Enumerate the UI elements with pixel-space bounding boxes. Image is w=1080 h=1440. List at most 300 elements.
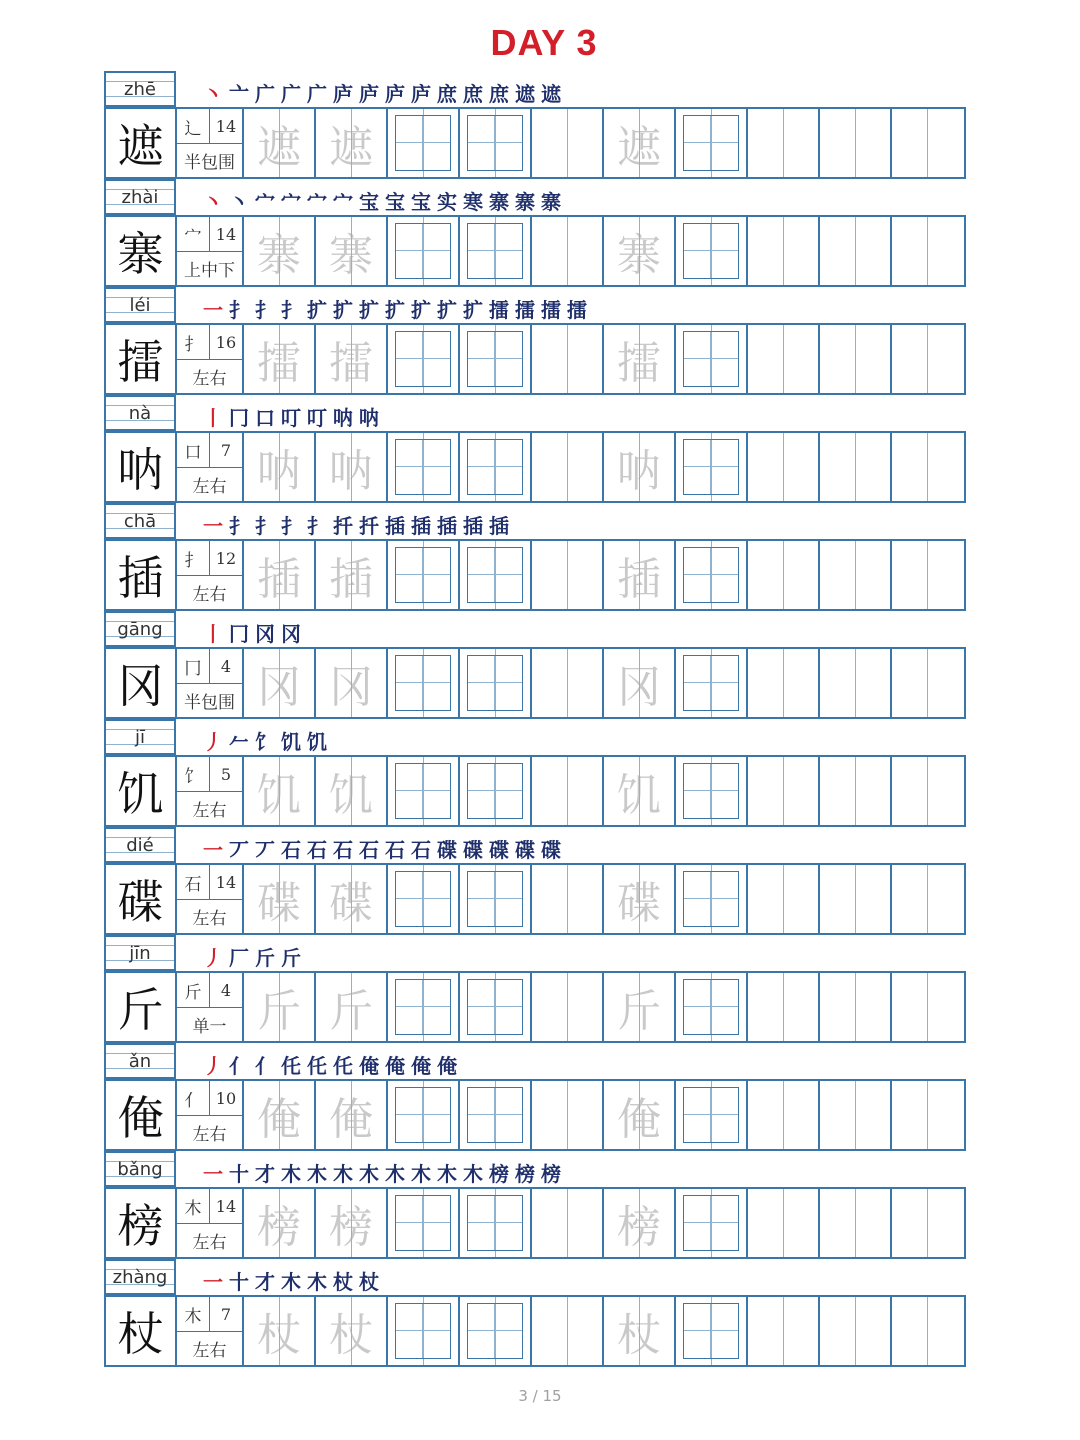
tian-grid-cell[interactable] [460, 1189, 532, 1257]
trace-character: 榜 [257, 1202, 301, 1253]
trace-cell[interactable] [604, 109, 676, 177]
tian-grid-cell[interactable] [676, 541, 748, 609]
writing-cell[interactable] [892, 325, 964, 393]
writing-cell[interactable] [748, 1081, 820, 1149]
radical: 亻 [177, 1081, 210, 1115]
stroke-step: 木 [463, 1162, 483, 1186]
structure: 左右 [192, 1341, 227, 1361]
pinyin-box [104, 395, 176, 431]
writing-cell[interactable] [892, 649, 964, 717]
writing-cell[interactable] [748, 109, 820, 177]
tian-grid-cell[interactable] [388, 973, 460, 1041]
trace-cell[interactable] [244, 1189, 316, 1257]
tian-grid-cell[interactable] [460, 757, 532, 825]
pinyin-text: ǎn [128, 1050, 152, 1072]
stroke-step: 宝 [411, 190, 431, 214]
stroke-step: 扩 [463, 298, 483, 322]
writing-cell[interactable] [532, 649, 604, 717]
stroke-step: 俺 [437, 1054, 457, 1078]
trace-cell[interactable] [604, 1297, 676, 1365]
trace-character: 碟 [617, 878, 661, 929]
writing-cell[interactable] [748, 1297, 820, 1365]
trace-character: 冈 [329, 662, 373, 713]
stroke-step: 俺 [411, 1054, 431, 1078]
stroke-step: 插 [463, 514, 483, 538]
stroke-order [200, 507, 512, 539]
writing-cell[interactable] [892, 757, 964, 825]
tian-grid-cell[interactable] [388, 541, 460, 609]
tian-grid-cell[interactable] [388, 757, 460, 825]
tian-grid-cell[interactable] [388, 1297, 460, 1365]
stroke-step: 扌 [307, 514, 327, 538]
writing-cell[interactable] [820, 865, 892, 933]
stroke-step: 榜 [489, 1162, 509, 1186]
trace-cell[interactable] [316, 865, 388, 933]
tian-grid-cell[interactable] [460, 325, 532, 393]
trace-character: 遮 [617, 122, 661, 173]
radical: 木 [177, 1189, 210, 1223]
tian-grid-cell[interactable] [676, 757, 748, 825]
tian-grid-cell[interactable] [460, 1081, 532, 1149]
trace-cell[interactable] [316, 433, 388, 501]
character-entry [104, 1151, 966, 1259]
stroke-count: 10 [215, 1088, 237, 1108]
stroke-step: 十 [229, 1270, 249, 1294]
tian-grid-square [683, 547, 739, 603]
trace-character: 杖 [257, 1310, 301, 1361]
tian-grid-cell[interactable] [388, 109, 460, 177]
stroke-count: 4 [220, 656, 232, 676]
trace-character: 斤 [257, 986, 301, 1037]
practice-row [104, 215, 966, 287]
trace-cell[interactable] [244, 1297, 316, 1365]
stroke-step: 杖 [333, 1270, 353, 1294]
trace-cell[interactable] [604, 325, 676, 393]
writing-cell[interactable] [748, 973, 820, 1041]
stroke-step: 寒 [463, 190, 483, 214]
tian-grid-cell[interactable] [460, 433, 532, 501]
tian-grid-cell[interactable] [460, 541, 532, 609]
character-entry [104, 395, 966, 503]
tian-grid-square [395, 763, 451, 819]
stroke-step: 饥 [307, 730, 327, 754]
trace-cell[interactable] [316, 1081, 388, 1149]
writing-cell[interactable] [892, 1081, 964, 1149]
pinyin-text: zhē [124, 78, 156, 100]
tian-grid-cell[interactable] [460, 973, 532, 1041]
writing-cell[interactable] [820, 325, 892, 393]
structure: 上中下 [183, 261, 235, 281]
stroke-step: 丨 [203, 622, 223, 646]
stroke-step: 榜 [541, 1162, 561, 1186]
writing-cell[interactable] [820, 1189, 892, 1257]
stroke-step: 广 [255, 82, 275, 106]
stroke-order [200, 939, 304, 971]
stroke-step: 木 [411, 1162, 431, 1186]
writing-cell[interactable] [820, 757, 892, 825]
writing-cell[interactable] [532, 1081, 604, 1149]
writing-cell[interactable] [748, 865, 820, 933]
tian-grid-square [467, 871, 523, 927]
pinyin-box [104, 935, 176, 971]
practice-row [104, 323, 966, 395]
trace-character: 寨 [329, 230, 373, 281]
stroke-step: 宀 [255, 190, 275, 214]
trace-character: 遮 [329, 122, 373, 173]
stroke-step: 扌 [255, 514, 275, 538]
tian-grid-square [683, 1195, 739, 1251]
trace-cell[interactable] [316, 973, 388, 1041]
writing-cell[interactable] [532, 1297, 604, 1365]
trace-cell[interactable] [316, 325, 388, 393]
stroke-step: 𠂉 [229, 730, 249, 754]
character-entry [104, 287, 966, 395]
practice-row [104, 1079, 966, 1151]
model-character: 遮 [106, 109, 177, 177]
practice-row [104, 647, 966, 719]
trace-cell[interactable] [244, 865, 316, 933]
writing-cell[interactable] [892, 973, 964, 1041]
writing-cell[interactable] [820, 109, 892, 177]
pinyin-box [104, 1151, 176, 1187]
trace-cell[interactable] [244, 217, 316, 285]
tian-grid-square [683, 331, 739, 387]
writing-cell[interactable] [748, 757, 820, 825]
tian-grid-cell[interactable] [676, 1081, 748, 1149]
stroke-step: 仛 [307, 1054, 327, 1078]
character-entry [104, 827, 966, 935]
character-entry [104, 719, 966, 827]
stroke-step: 碟 [489, 838, 509, 862]
tian-grid-square [395, 871, 451, 927]
character-info [177, 649, 244, 717]
stroke-step: 擂 [567, 298, 587, 322]
trace-cell[interactable] [244, 649, 316, 717]
writing-cell[interactable] [892, 217, 964, 285]
writing-cell[interactable] [820, 1297, 892, 1365]
tian-grid-cell[interactable] [388, 433, 460, 501]
trace-cell[interactable] [244, 109, 316, 177]
stroke-order [200, 1263, 382, 1295]
stroke-step: 呐 [333, 406, 353, 430]
tian-grid-square [395, 1195, 451, 1251]
stroke-count: 14 [215, 872, 237, 892]
tian-grid-square [467, 763, 523, 819]
stroke-step: 一 [203, 298, 223, 322]
trace-character: 俺 [617, 1094, 661, 1145]
stroke-step: 丿 [203, 730, 223, 754]
tian-grid-square [683, 655, 739, 711]
writing-cell[interactable] [532, 109, 604, 177]
trace-cell[interactable] [316, 649, 388, 717]
writing-cell[interactable] [820, 1081, 892, 1149]
writing-cell[interactable] [892, 1297, 964, 1365]
character-entry [104, 503, 966, 611]
writing-cell[interactable] [820, 217, 892, 285]
tian-grid-cell[interactable] [460, 217, 532, 285]
tian-grid-cell[interactable] [460, 649, 532, 717]
character-info [177, 1297, 244, 1365]
pinyin-text: zhài [121, 186, 159, 208]
trace-cell[interactable] [604, 649, 676, 717]
radical: 扌 [177, 541, 210, 575]
stroke-step: 扩 [411, 298, 431, 322]
stroke-step: 俺 [359, 1054, 379, 1078]
stroke-step: 丆 [255, 838, 275, 862]
practice-sheet [104, 71, 966, 1367]
tian-grid-cell[interactable] [460, 109, 532, 177]
writing-cell[interactable] [892, 433, 964, 501]
tian-grid-square [467, 115, 523, 171]
stroke-step: 宀 [307, 190, 327, 214]
writing-cell[interactable] [532, 325, 604, 393]
tian-grid-cell[interactable] [388, 649, 460, 717]
tian-grid-cell[interactable] [676, 109, 748, 177]
trace-character: 斤 [329, 986, 373, 1037]
stroke-step: 石 [385, 838, 405, 862]
writing-cell[interactable] [748, 1189, 820, 1257]
stroke-step: 丶 [203, 82, 223, 106]
writing-cell[interactable] [532, 1189, 604, 1257]
character-info [177, 325, 244, 393]
tian-grid-square [467, 1087, 523, 1143]
tian-grid-square [683, 979, 739, 1035]
model-character: 杖 [106, 1297, 177, 1365]
structure: 左右 [192, 369, 227, 389]
tian-grid-square [683, 763, 739, 819]
tian-grid-cell[interactable] [676, 649, 748, 717]
stroke-step: 扌 [255, 298, 275, 322]
structure: 左右 [192, 1125, 227, 1145]
stroke-step: 丿 [203, 1054, 223, 1078]
trace-cell[interactable] [604, 433, 676, 501]
writing-cell[interactable] [532, 541, 604, 609]
writing-cell[interactable] [820, 649, 892, 717]
trace-cell[interactable] [604, 1081, 676, 1149]
trace-cell[interactable] [604, 1189, 676, 1257]
trace-character: 呐 [257, 446, 301, 497]
pinyin-text: dié [126, 834, 154, 856]
stroke-step: 扩 [359, 298, 379, 322]
stroke-step: 扦 [333, 514, 353, 538]
writing-cell[interactable] [748, 325, 820, 393]
practice-row [104, 431, 966, 503]
stroke-step: 庐 [385, 82, 405, 106]
stroke-step: 榜 [515, 1162, 535, 1186]
stroke-step: 亻 [229, 1054, 249, 1078]
tian-grid-cell[interactable] [676, 217, 748, 285]
tian-grid-square [467, 979, 523, 1035]
character-info [177, 865, 244, 933]
structure: 左右 [192, 585, 227, 605]
stroke-step: 广 [307, 82, 327, 106]
pinyin-text: gāng [117, 618, 163, 640]
character-entry [104, 1259, 966, 1367]
stroke-count: 16 [215, 332, 237, 352]
stroke-step: 石 [281, 838, 301, 862]
tian-grid-square [683, 223, 739, 279]
trace-cell[interactable] [604, 757, 676, 825]
stroke-order [200, 723, 330, 755]
trace-cell[interactable] [604, 217, 676, 285]
stroke-order [200, 615, 304, 647]
tian-grid-cell[interactable] [388, 1081, 460, 1149]
stroke-count: 12 [215, 548, 237, 568]
stroke-count: 14 [215, 116, 237, 136]
trace-character: 碟 [257, 878, 301, 929]
trace-cell[interactable] [604, 973, 676, 1041]
writing-cell[interactable] [532, 757, 604, 825]
trace-character: 插 [257, 554, 301, 605]
stroke-step: 扌 [229, 298, 249, 322]
structure: 左右 [192, 801, 227, 821]
writing-cell[interactable] [892, 541, 964, 609]
tian-grid-square [683, 439, 739, 495]
character-info [177, 1081, 244, 1149]
stroke-step: 寨 [541, 190, 561, 214]
trace-character: 擂 [617, 338, 661, 389]
trace-cell[interactable] [316, 1189, 388, 1257]
writing-cell[interactable] [532, 433, 604, 501]
tian-grid-cell[interactable] [460, 1297, 532, 1365]
writing-cell[interactable] [748, 541, 820, 609]
trace-character: 榜 [617, 1202, 661, 1253]
trace-character: 饥 [257, 770, 301, 821]
trace-character: 寨 [257, 230, 301, 281]
writing-cell[interactable] [748, 433, 820, 501]
stroke-step: 一 [203, 838, 223, 862]
stroke-count: 4 [220, 980, 232, 1000]
writing-cell[interactable] [532, 865, 604, 933]
stroke-step: 叮 [307, 406, 327, 430]
trace-character: 插 [617, 554, 661, 605]
character-entry [104, 611, 966, 719]
pinyin-text: bǎng [117, 1158, 163, 1180]
character-info [177, 757, 244, 825]
trace-cell[interactable] [604, 541, 676, 609]
stroke-step: 冂 [229, 622, 249, 646]
tian-grid-cell[interactable] [460, 865, 532, 933]
stroke-step: 木 [333, 1162, 353, 1186]
trace-cell[interactable] [316, 109, 388, 177]
tian-grid-cell[interactable] [388, 325, 460, 393]
model-character: 呐 [106, 433, 177, 501]
tian-grid-cell[interactable] [676, 325, 748, 393]
tian-grid-cell[interactable] [388, 217, 460, 285]
stroke-step: 厂 [229, 946, 249, 970]
stroke-step: 木 [385, 1162, 405, 1186]
trace-cell[interactable] [244, 325, 316, 393]
writing-cell[interactable] [532, 973, 604, 1041]
trace-cell[interactable] [316, 1297, 388, 1365]
tian-grid-square [683, 1087, 739, 1143]
stroke-step: 寨 [489, 190, 509, 214]
tian-grid-square [395, 1303, 451, 1359]
stroke-step: 庐 [359, 82, 379, 106]
pinyin-box [104, 1043, 176, 1079]
tian-grid-square [683, 871, 739, 927]
character-info [177, 217, 244, 285]
tian-grid-square [395, 1087, 451, 1143]
tian-grid-cell[interactable] [676, 433, 748, 501]
tian-grid-square [467, 1303, 523, 1359]
stroke-step: 石 [307, 838, 327, 862]
tian-grid-cell[interactable] [676, 865, 748, 933]
stroke-step: 丆 [229, 838, 249, 862]
writing-cell[interactable] [892, 1189, 964, 1257]
trace-cell[interactable] [316, 541, 388, 609]
radical: 木 [177, 1297, 210, 1331]
trace-character: 呐 [617, 446, 661, 497]
pinyin-box [104, 287, 176, 323]
stroke-step: 冈 [281, 622, 301, 646]
stroke-count: 14 [215, 224, 237, 244]
tian-grid-cell[interactable] [388, 865, 460, 933]
trace-character: 冈 [257, 662, 301, 713]
character-info [177, 973, 244, 1041]
stroke-step: 宝 [385, 190, 405, 214]
trace-cell[interactable] [244, 757, 316, 825]
writing-cell[interactable] [748, 649, 820, 717]
trace-cell[interactable] [244, 433, 316, 501]
writing-cell[interactable] [820, 433, 892, 501]
writing-cell[interactable] [820, 541, 892, 609]
stroke-step: 庶 [437, 82, 457, 106]
trace-cell[interactable] [316, 217, 388, 285]
writing-cell[interactable] [820, 973, 892, 1041]
pinyin-text: jī [134, 726, 145, 748]
trace-cell[interactable] [244, 1081, 316, 1149]
practice-row [104, 863, 966, 935]
trace-cell[interactable] [316, 757, 388, 825]
tian-grid-cell[interactable] [676, 1189, 748, 1257]
stroke-step: 仛 [281, 1054, 301, 1078]
pinyin-box [104, 611, 176, 647]
structure: 左右 [192, 477, 227, 497]
pinyin-text: zhàng [112, 1266, 168, 1288]
tian-grid-cell[interactable] [676, 1297, 748, 1365]
stroke-step: 木 [359, 1162, 379, 1186]
character-entry [104, 71, 966, 179]
trace-character: 杖 [329, 1310, 373, 1361]
stroke-step: 冂 [229, 406, 249, 430]
radical: 扌 [177, 325, 210, 359]
trace-cell[interactable] [244, 541, 316, 609]
writing-cell[interactable] [892, 109, 964, 177]
stroke-step: 丶 [203, 190, 223, 214]
tian-grid-square [395, 223, 451, 279]
stroke-step: 扩 [307, 298, 327, 322]
stroke-step: 广 [281, 82, 301, 106]
practice-row [104, 1187, 966, 1259]
stroke-step: 扌 [281, 514, 301, 538]
model-character: 俺 [106, 1081, 177, 1149]
tian-grid-cell[interactable] [676, 973, 748, 1041]
character-info [177, 541, 244, 609]
model-character: 插 [106, 541, 177, 609]
trace-cell[interactable] [604, 865, 676, 933]
writing-cell[interactable] [892, 865, 964, 933]
stroke-step: 庐 [333, 82, 353, 106]
stroke-step: 宝 [359, 190, 379, 214]
writing-cell[interactable] [748, 217, 820, 285]
practice-row [104, 1295, 966, 1367]
trace-cell[interactable] [244, 973, 316, 1041]
pinyin-text: jīn [129, 942, 151, 964]
stroke-step: 擂 [515, 298, 535, 322]
tian-grid-cell[interactable] [388, 1189, 460, 1257]
writing-cell[interactable] [532, 217, 604, 285]
